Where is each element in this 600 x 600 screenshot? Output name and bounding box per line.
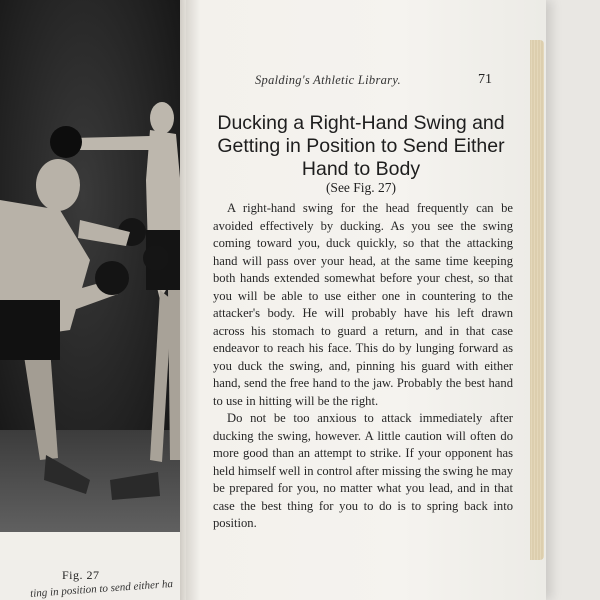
page-number: 71 <box>478 72 492 87</box>
body-text <box>213 200 513 533</box>
paragraph: A right-hand swing for the head frequently can be avoided effectively by ducking. As you see the swing coming toward you, duck quickly, so that the attacking hand will pass over your head, at the same time keeping both hands extended somewhat before your chest, so that you will be able to use either one in countering to the attacker's body. He will probably have his left drawn across his stomach to guard a return, and in that case endeavor to reach his face. This do by lunging forward as you duck the swing, and, pinning his guard with either hand, send the free hand to the jaw. Probably the best hand to use in hitting will be the right. <box>213 201 513 408</box>
running-head: Spalding's Athletic Library. <box>255 73 401 87</box>
chapter-title: Ducking a Right-Hand Swing and Getting in Position to Send Either Hand to Body <box>217 112 505 180</box>
paragraph: Do not be too anxious to attack immediately after ducking the swing, however. A little caution will often do more good than an attempt to strike. If your opponent has held himself well in control after missing the swing he may be prepared for you, no matter what you lead, and in that case the best thing for you to do is to spring back into position. <box>213 411 513 530</box>
left-page <box>0 0 190 600</box>
figure-label: Fig. 27 <box>62 568 100 582</box>
page-edges <box>530 40 544 560</box>
boxers-illustration <box>0 0 184 560</box>
figure-reference: (See Fig. 27) <box>325 180 397 195</box>
boxing-photo <box>0 0 184 560</box>
figure-caption: ting in position to send either ha <box>29 577 174 600</box>
